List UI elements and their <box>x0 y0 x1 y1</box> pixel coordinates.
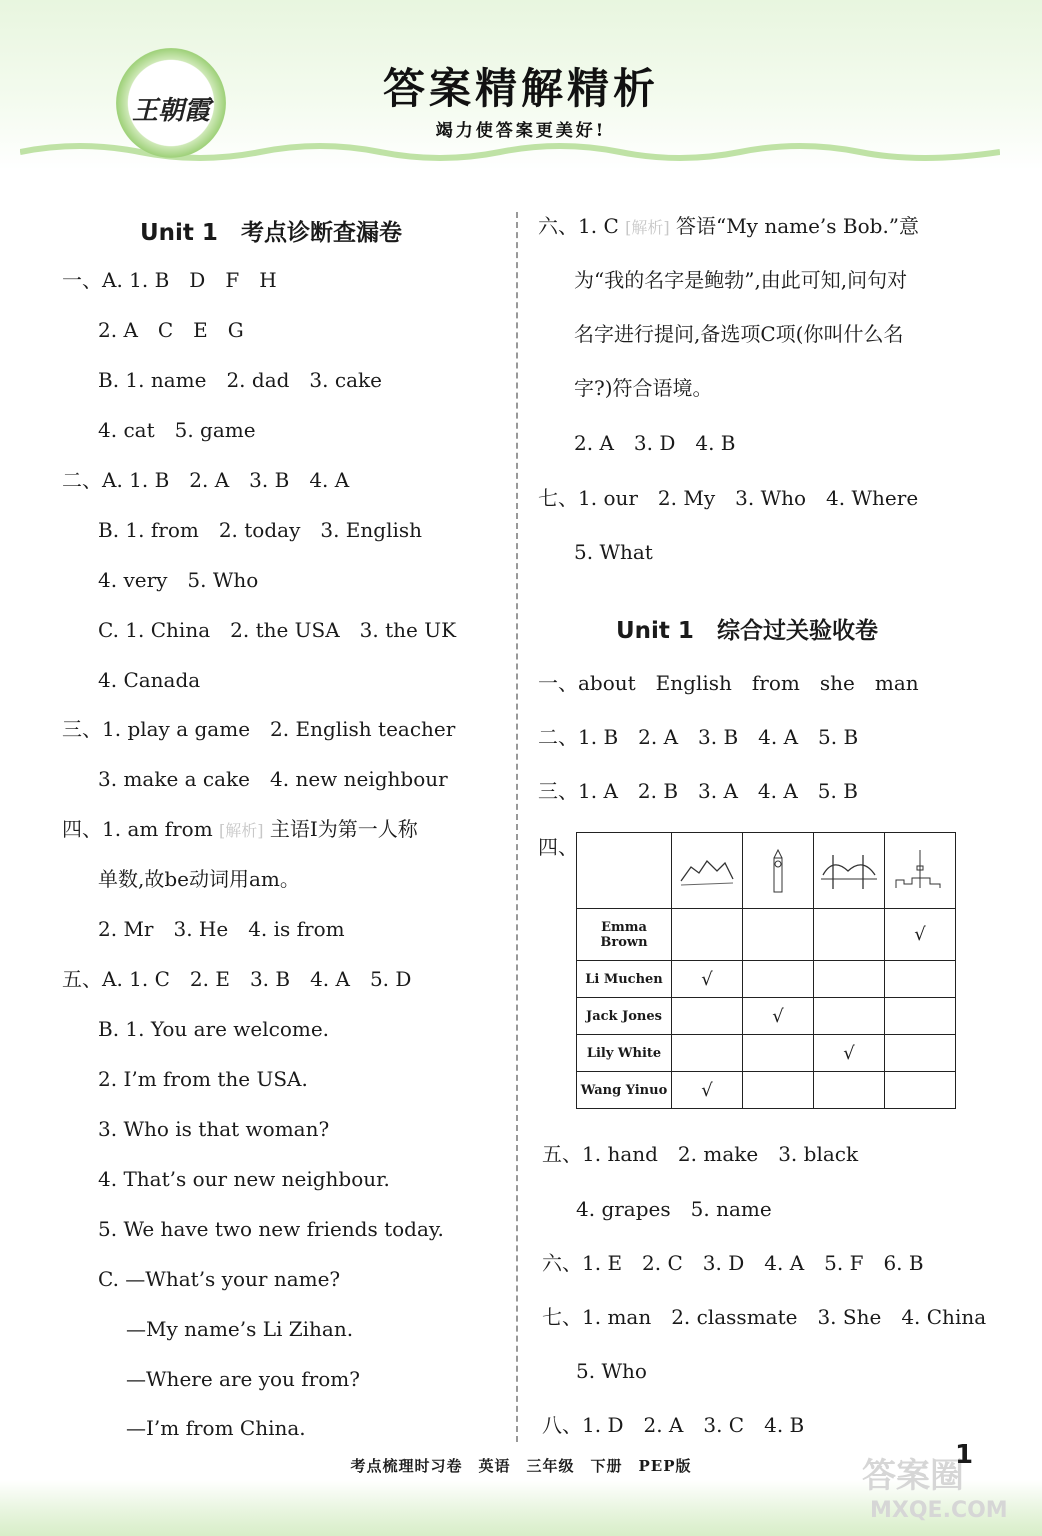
page-subtitle: 竭力使答案更美好! <box>435 121 607 141</box>
student-name: Wang Yinuo <box>577 1072 672 1109</box>
check-cell <box>885 1035 956 1072</box>
answer-line: —Where are you from? <box>126 1367 360 1391</box>
page-title: 答案精解精析 <box>382 64 659 113</box>
answer-text: 六、1. C <box>538 214 619 238</box>
student-name: Jack Jones <box>577 998 672 1035</box>
answer-line: 二、1. B 2. A 3. B 4. A 5. B <box>538 725 859 749</box>
check-cell: √ <box>672 1072 743 1109</box>
answer-line: 单数,故be动词用am。 <box>98 867 300 891</box>
answer-line: 5. Who <box>576 1359 647 1383</box>
check-cell <box>814 998 885 1035</box>
answer-line: 2. A C E G <box>98 318 244 342</box>
answer-line: 为“我的名字是鲍勃”,由此可知,问句对 <box>574 268 908 292</box>
big-ben-icon <box>743 833 814 909</box>
cn-tower-icon <box>885 833 956 909</box>
answer-line: C. —What’s your name? <box>98 1267 341 1291</box>
left-section-heading: Unit 1 考点诊断查漏卷 <box>140 220 402 246</box>
answer-line: 一、about English from she man <box>538 671 919 695</box>
answer-line: B. 1. You are welcome. <box>98 1017 330 1041</box>
check-cell <box>743 909 814 961</box>
check-cell: √ <box>885 909 956 961</box>
answer-line: B. 1. from 2. today 3. English <box>98 518 423 542</box>
answer-line: C. 1. China 2. the USA 3. the UK <box>98 618 457 642</box>
table-header-row <box>577 833 956 909</box>
check-cell <box>743 961 814 998</box>
table-corner-cell <box>577 833 672 909</box>
student-name: Li Muchen <box>577 961 672 998</box>
footer-text: 考点梳理时习卷 英语 三年级 下册 PEP版 <box>350 1457 692 1475</box>
check-cell: √ <box>814 1035 885 1072</box>
answer-line: 六、1. E 2. C 3. D 4. A 5. F 6. B <box>542 1251 924 1275</box>
answer-line: 4. Canada <box>98 668 201 692</box>
analysis-text: 答语“My name’s Bob.”意 <box>675 214 920 238</box>
answer-line: —I’m from China. <box>126 1416 306 1440</box>
answer-line: 4. cat 5. game <box>98 418 256 442</box>
table-row <box>577 909 956 961</box>
check-cell <box>672 909 743 961</box>
answer-line: 2. Mr 3. He 4. is from <box>98 917 345 941</box>
answer-line <box>62 816 418 844</box>
logo-text: 王朝霞 <box>131 96 210 126</box>
answer-line: 三、1. A 2. B 3. A 4. A 5. B <box>538 779 858 803</box>
answer-line <box>538 213 919 241</box>
check-cell <box>814 961 885 998</box>
answer-line: 5. We have two new friends today. <box>98 1217 444 1241</box>
answer-line: 3. Who is that woman? <box>98 1117 330 1141</box>
answer-line: 七、1. our 2. My 3. Who 4. Where <box>538 486 919 510</box>
answer-line: 五、A. 1. C 2. E 3. B 4. A 5. D <box>62 967 412 991</box>
check-cell: √ <box>672 961 743 998</box>
check-cell <box>672 998 743 1035</box>
student-name: Lily White <box>577 1035 672 1072</box>
answer-line: 2. A 3. D 4. B <box>574 431 736 455</box>
student-name: Emma Brown <box>577 909 672 961</box>
watermark-url: MXQE.COM <box>870 1498 1008 1523</box>
check-cell <box>743 1035 814 1072</box>
analysis-tag: [解析] <box>219 821 264 840</box>
great-wall-icon <box>672 833 743 909</box>
landmark-matching-table <box>576 832 956 1109</box>
answer-line: 名字进行提问,备选项C项(你叫什么名 <box>574 322 904 346</box>
answer-line: 二、A. 1. B 2. A 3. B 4. A <box>62 468 350 492</box>
check-cell <box>885 961 956 998</box>
answer-line: 五、1. hand 2. make 3. black <box>542 1142 859 1166</box>
analysis-text: 主语I为第一人称 <box>269 817 418 841</box>
analysis-tag: [解析] <box>625 218 670 237</box>
answer-line: —My name’s Li Zihan. <box>126 1317 354 1341</box>
table-row <box>577 961 956 998</box>
golden-gate-bridge-icon <box>814 833 885 909</box>
answer-text: 四、1. am from <box>62 817 213 841</box>
check-cell <box>885 1072 956 1109</box>
answer-line: 5. What <box>574 540 653 564</box>
check-cell <box>885 998 956 1035</box>
answer-line: B. 1. name 2. dad 3. cake <box>98 368 382 392</box>
answer-line: 4. That’s our new neighbour. <box>98 1167 390 1191</box>
answer-line: 2. I’m from the USA. <box>98 1067 308 1091</box>
answer-line: 三、1. play a game 2. English teacher <box>62 717 456 741</box>
table-row <box>577 1035 956 1072</box>
watermark-logo: 答案圈 <box>862 1456 964 1496</box>
answer-line: 4. very 5. Who <box>98 568 259 592</box>
right-section-heading: Unit 1 综合过关验收卷 <box>616 618 878 644</box>
answer-line: 七、1. man 2. classmate 3. She 4. China <box>542 1305 987 1329</box>
page-number: 1 <box>955 1440 974 1470</box>
check-cell <box>672 1035 743 1072</box>
check-cell <box>814 1072 885 1109</box>
table-row <box>577 1072 956 1109</box>
column-divider <box>516 212 518 1442</box>
answer-line: 字?)符合语境。 <box>574 376 713 400</box>
check-cell <box>814 909 885 961</box>
check-cell: √ <box>743 998 814 1035</box>
answer-line: 四、 <box>538 835 578 859</box>
answer-line: 3. make a cake 4. new neighbour <box>98 767 448 791</box>
answer-line: 八、1. D 2. A 3. C 4. B <box>542 1413 805 1437</box>
answer-line: 4. grapes 5. name <box>576 1197 772 1221</box>
answer-line: 一、A. 1. B D F H <box>62 268 277 292</box>
check-cell <box>743 1072 814 1109</box>
table-row <box>577 998 956 1035</box>
